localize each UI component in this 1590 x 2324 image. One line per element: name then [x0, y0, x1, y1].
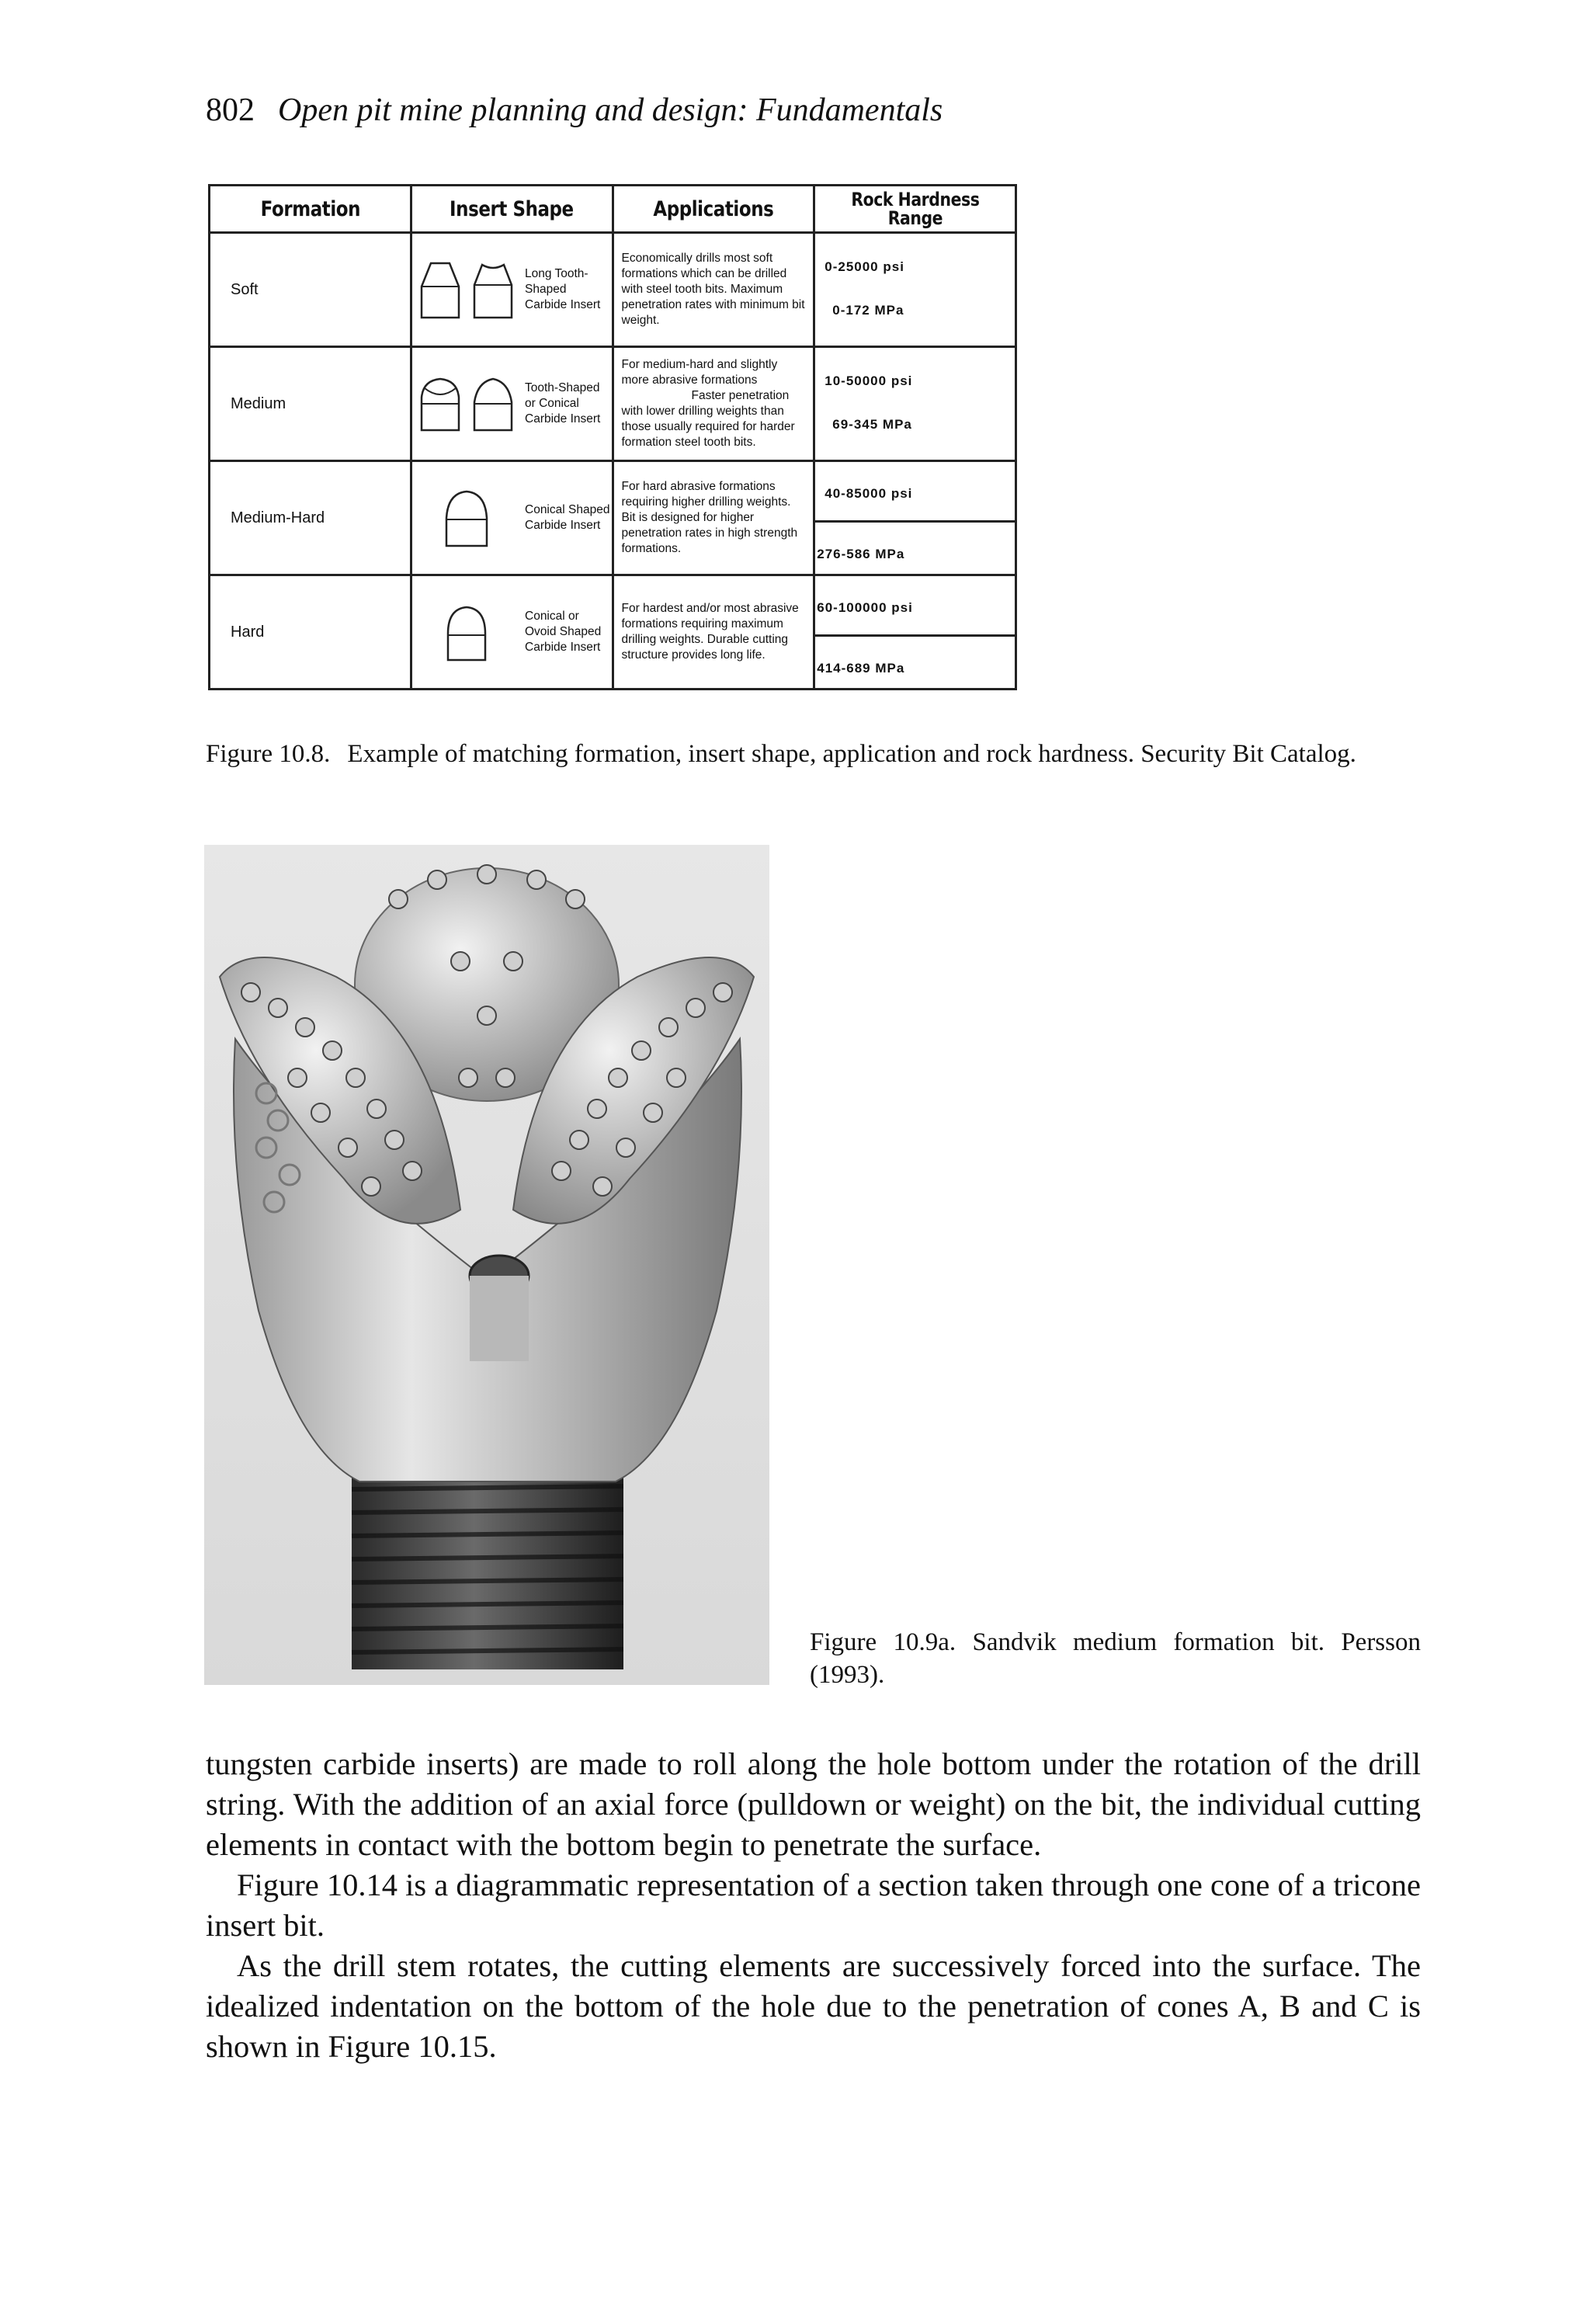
body-text [206, 1744, 1421, 2067]
formation-cell: Soft [210, 233, 411, 347]
table-row-soft [210, 233, 1016, 347]
long-tooth-insert-side-icon [471, 259, 515, 321]
insert-selection-table [208, 184, 1017, 690]
header-formation: Formation [224, 186, 396, 233]
hardness-cell [814, 575, 1016, 690]
hardness-mpa: 276-586 MPa [817, 546, 905, 561]
shape-cell [411, 461, 613, 575]
shape-label: Tooth-Shaped or Conical Carbide Insert [525, 381, 601, 426]
hardness-cell [814, 347, 1016, 461]
formation-cell: Hard [210, 575, 411, 690]
hardness-mpa: 0-172 MPa [832, 303, 904, 318]
hardness-psi: 0-25000 psi [825, 259, 904, 274]
formation-cell: Medium [210, 347, 411, 461]
drill-bit-photo [204, 845, 769, 1685]
shape-label: Long Tooth-Shaped Carbide Insert [525, 267, 601, 311]
table-row-medium [210, 347, 1016, 461]
table-row-hard [210, 575, 1016, 690]
paragraph: As the drill stem rotates, the cutting elements are successively forced into the surface. The idealized indentation on the bottom of the hole due to the penetration of cones A, B and C is shown in Figure 10.15. [206, 1948, 1421, 2064]
application-cell: For hard abrasive formations requiring higher drilling weights. Bit is designed for higher penetration rates in high strength formations. [613, 461, 814, 575]
tooth-insert-icon [418, 374, 462, 433]
figure-10-9a-caption [810, 1626, 1421, 1691]
hardness-mpa: 414-689 MPa [817, 660, 905, 676]
figure-caption-text: Sandvik medium formation bit. Persson (1993). [810, 1628, 1421, 1689]
hardness-mpa: 69-345 MPa [832, 417, 912, 432]
table-header-row [210, 186, 1016, 233]
header-applications: Applications [627, 186, 799, 233]
table-row-medium-hard [210, 461, 1016, 575]
figure-label: Figure 10.9a. [810, 1628, 956, 1656]
shape-cell [411, 575, 613, 690]
hardness-cell [814, 461, 1016, 575]
shape-cell [411, 233, 613, 347]
hardness-psi: 60-100000 psi [815, 580, 1015, 637]
hardness-psi: 40-85000 psi [815, 466, 1015, 523]
page-number: 802 [206, 92, 255, 128]
hardness-psi: 10-50000 psi [825, 373, 913, 388]
book-title: Open pit mine planning and design [278, 92, 738, 128]
shape-label: Conical or Ovoid Shaped Carbide Insert [525, 610, 602, 654]
tricone-bit-illustration [204, 845, 769, 1685]
header-rock-hardness: Rock Hardness Range [829, 186, 1001, 233]
application-cell: Economically drills most soft formations which can be drilled with steel tooth bits. Maximum penetration rates with minimum bit weight. [613, 233, 814, 347]
application-cell: For medium-hard and slightly more abrasive formations Faster penetration with lower drilling weights than those usually required for harder formation steel tooth bits. [613, 347, 814, 461]
formation-cell: Medium-Hard [210, 461, 411, 575]
shape-cell [411, 347, 613, 461]
figure-caption-text: Example of matching formation, insert shape, application and rock hardness. Security Bit Catalog. [347, 740, 1356, 768]
shape-label: Conical Shaped Carbide Insert [525, 503, 610, 532]
conical-insert-icon [471, 374, 515, 433]
application-cell: For hardest and/or most abrasive formations requiring maximum drilling weights. Durable cutting structure provides long life. [613, 575, 814, 690]
conical-shaped-insert-icon [443, 487, 490, 549]
hardness-cell [814, 233, 1016, 347]
running-header [206, 92, 943, 129]
header-insert-shape: Insert Shape [426, 186, 598, 233]
figure-10-8-caption [206, 738, 1421, 770]
paragraph: Figure 10.14 is a diagrammatic representation of a section taken through one cone of a tricone insert bit. [206, 1867, 1421, 1943]
book-subtitle: : Fundamentals [737, 92, 943, 128]
ovoid-insert-icon [445, 601, 488, 663]
paragraph: tungsten carbide inserts) are made to roll along the hole bottom under the rotation of the drill string. With the addition of an axial force (pulldown or weight) on the bit, the individual cutting elements in contact with the bottom begin to penetrate the surface. [206, 1746, 1421, 1862]
long-tooth-insert-icon [418, 259, 462, 321]
figure-label: Figure 10.8. [206, 740, 331, 768]
